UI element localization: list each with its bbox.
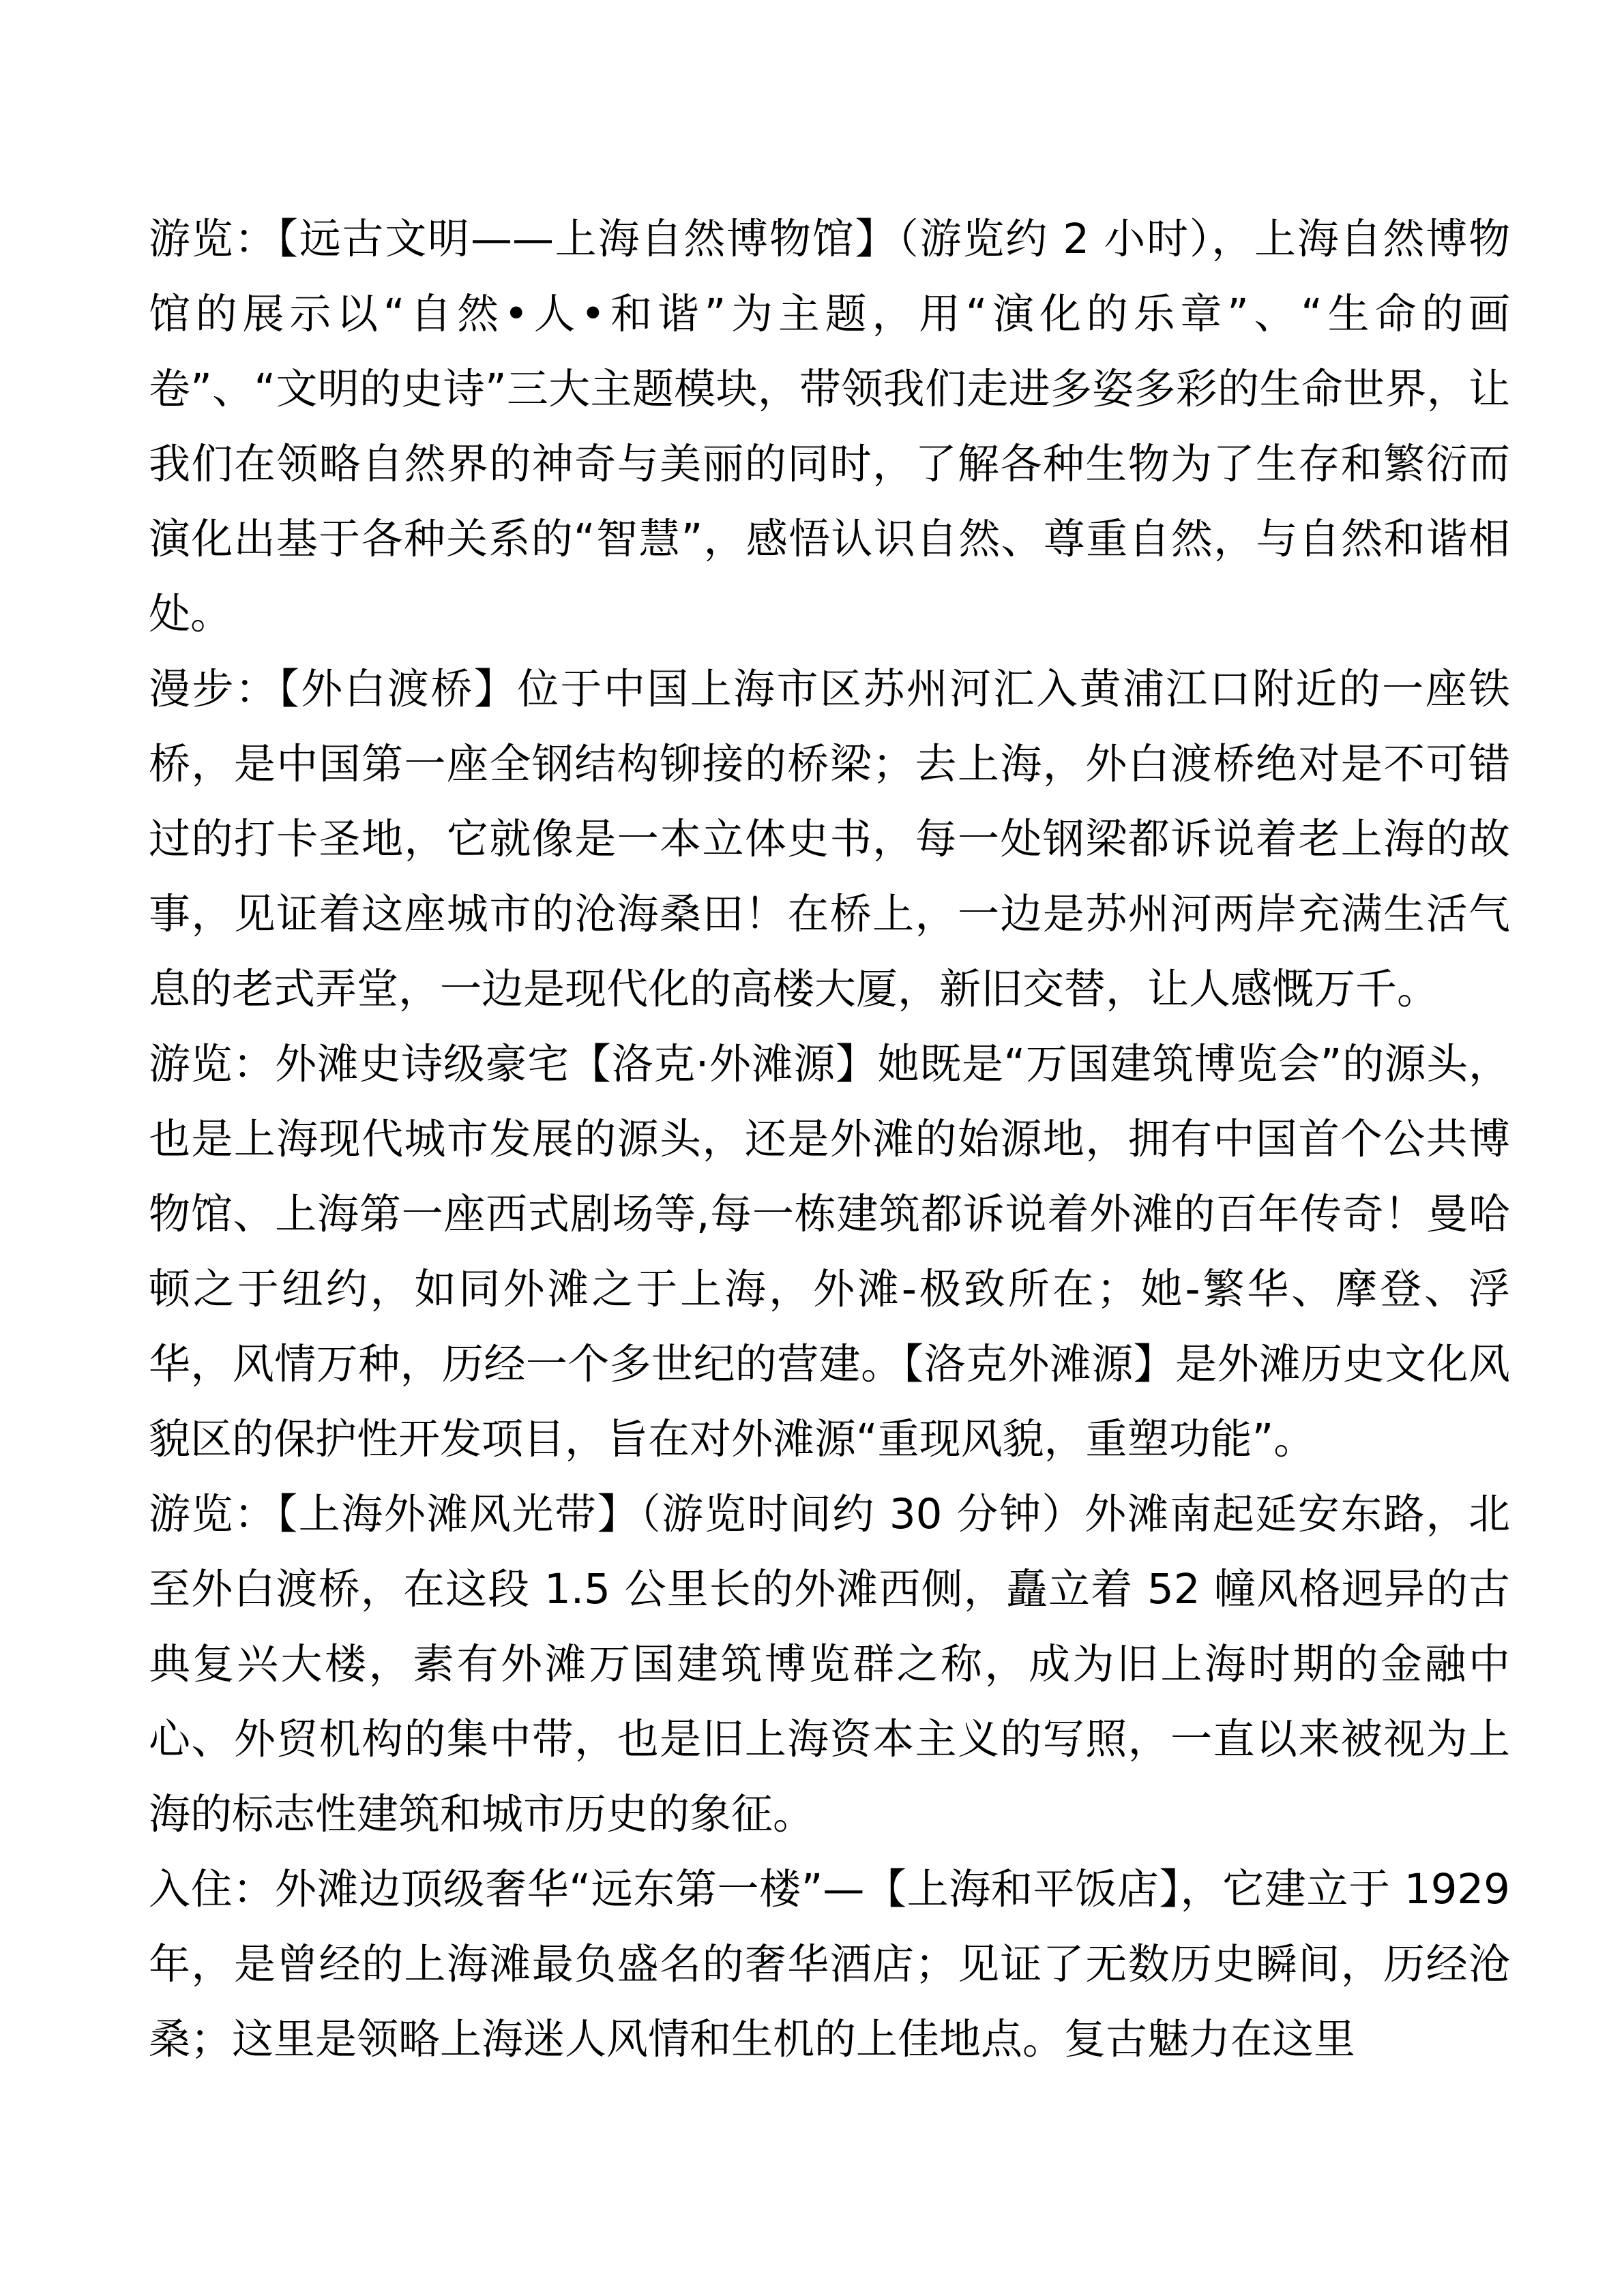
paragraph-rockbund: 游览：外滩史诗级豪宅【洛克·外滩源】她既是“万国建筑博览会”的源头，也是上海现代城市发展的源头，还是外滩的始源地，拥有中国首个公共博物馆、上海第一座西式剧场等,每一栋建筑都诉说着外滩的百年传奇！曼哈顿之于纽约，如同外滩之于上海，外滩-极致所在；她-繁华、摩登、浮华，风情万种，历经一个多世纪的营建。【洛克外滩源】是外滩历史文化风貌区的保护性开发项目，旨在对外滩源“重现风貌，重塑功能”。 <box>149 1040 1510 1463</box>
paragraph-peace-hotel: 入住：外滩边顶级奢华“远东第一楼”—【上海和平饭店】，它建立于 1929 年，是曾经的上海滩最负盛名的奢华酒店；见证了无数历史瞬间，历经沧桑；这里是领略上海迷人风情和生机的上佳地点。复古魅力在这里 <box>149 1865 1510 2063</box>
paragraph-natural-history-museum: 游览：【远古文明——上海自然博物馆】（游览约 2 小时），上海自然博物馆的展示以“自然•人•和谐”为主题，用“演化的乐章”、“生命的画卷”、“文明的史诗”三大主题模块，带领我们走进多姿多彩的生命世界，让我们在领略自然界的神奇与美丽的同时，了解各种生物为了生存和繁衍而演化出基于各种关系的“智慧”，感悟认识自然、尊重自然，与自然和谐相处。 <box>149 215 1510 638</box>
itinerary-body <box>149 202 1510 2077</box>
paragraph-waibaidu-bridge: 漫步：【外白渡桥】位于中国上海市区苏州河汇入黄浦江口附近的一座铁桥，是中国第一座全钢结构铆接的桥梁；去上海，外白渡桥绝对是不可错过的打卡圣地，它就像是一本立体史书，每一处钢梁都诉说着老上海的故事，见证着这座城市的沧海桑田！在桥上，一边是苏州河两岸充满生活气息的老式弄堂，一边是现代化的高楼大厦，新旧交替，让人感慨万千。 <box>149 665 1510 1013</box>
paragraph-bund-scenic-belt: 游览：【上海外滩风光带】（游览时间约 30 分钟）外滩南起延安东路，北至外白渡桥，在这段 1.5 公里长的外滩西侧，矗立着 52 幢风格迥异的古典复兴大楼，素有外滩万国建筑博览群之称，成为旧上海时期的金融中心、外贸机构的集中带，也是旧上海资本主义的写照，一直以来被视为上海的标志性建筑和城市历史的象征。 <box>149 1490 1510 1838</box>
